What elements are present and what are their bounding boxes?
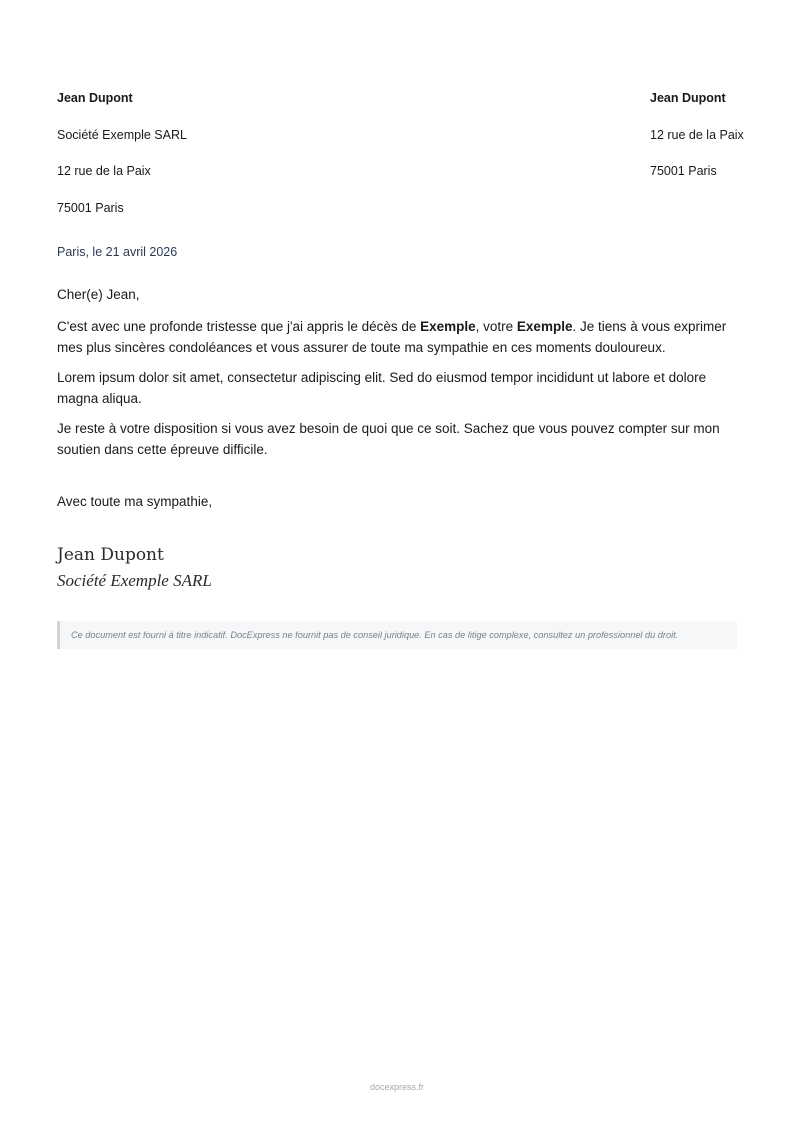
sender-city: 75001 Paris bbox=[57, 201, 124, 215]
sender-name: Jean Dupont bbox=[57, 91, 133, 105]
signature-name: Jean Dupont bbox=[57, 545, 164, 565]
recipient-name: Jean Dupont bbox=[650, 91, 726, 105]
sender-address-block bbox=[57, 91, 187, 215]
paragraph-1-bold-a: Exemple bbox=[420, 319, 476, 334]
footer-site: docexpress.fr bbox=[369, 1082, 425, 1092]
disclaimer-box: Ce document est fourni à titre indicatif. DocExpress ne fournit pas de conseil juridique. En cas de litige complexe, consultez un professionnel du droit. bbox=[57, 621, 737, 649]
sender-company: Société Exemple SARL bbox=[57, 128, 187, 142]
signature-company: Société Exemple SARL bbox=[57, 571, 212, 590]
recipient-street: 12 rue de la Paix bbox=[650, 128, 744, 142]
recipient-address-block bbox=[650, 91, 744, 178]
closing-line: Avec toute ma sympathie, bbox=[57, 494, 213, 509]
paragraph-1-bold-b: Exemple bbox=[516, 319, 573, 334]
paragraph-1-text-a: C'est avec une profonde tristesse que j'ai appris le décès de bbox=[57, 319, 421, 334]
paragraph-1-text-c: . Je tiens à vous exprimer mes plus sincères condoléances et vous assurer de toute ma sympathie en ces moments douloureux. bbox=[57, 319, 727, 355]
body-paragraph-2: Lorem ipsum dolor sit amet, consectetur adipiscing elit. Sed do eiusmod tempor incididunt ut labore et dolore magna aliqua. bbox=[57, 370, 707, 406]
body-paragraph-1 bbox=[57, 317, 737, 358]
sender-street: 12 rue de la Paix bbox=[57, 164, 151, 178]
letter-date: Paris, le 21 avril 2026 bbox=[57, 245, 178, 259]
greeting: Cher(e) Jean, bbox=[57, 287, 140, 302]
paragraph-1-text-b: , votre bbox=[475, 319, 517, 334]
body-paragraph-3: Je reste à votre disposition si vous avez besoin de quoi que ce soit. Sachez que vous pouvez compter sur mon soutien dans cette épreuve difficile. bbox=[57, 421, 720, 457]
letter-page bbox=[57, 0, 744, 1123]
recipient-city: 75001 Paris bbox=[650, 164, 717, 178]
